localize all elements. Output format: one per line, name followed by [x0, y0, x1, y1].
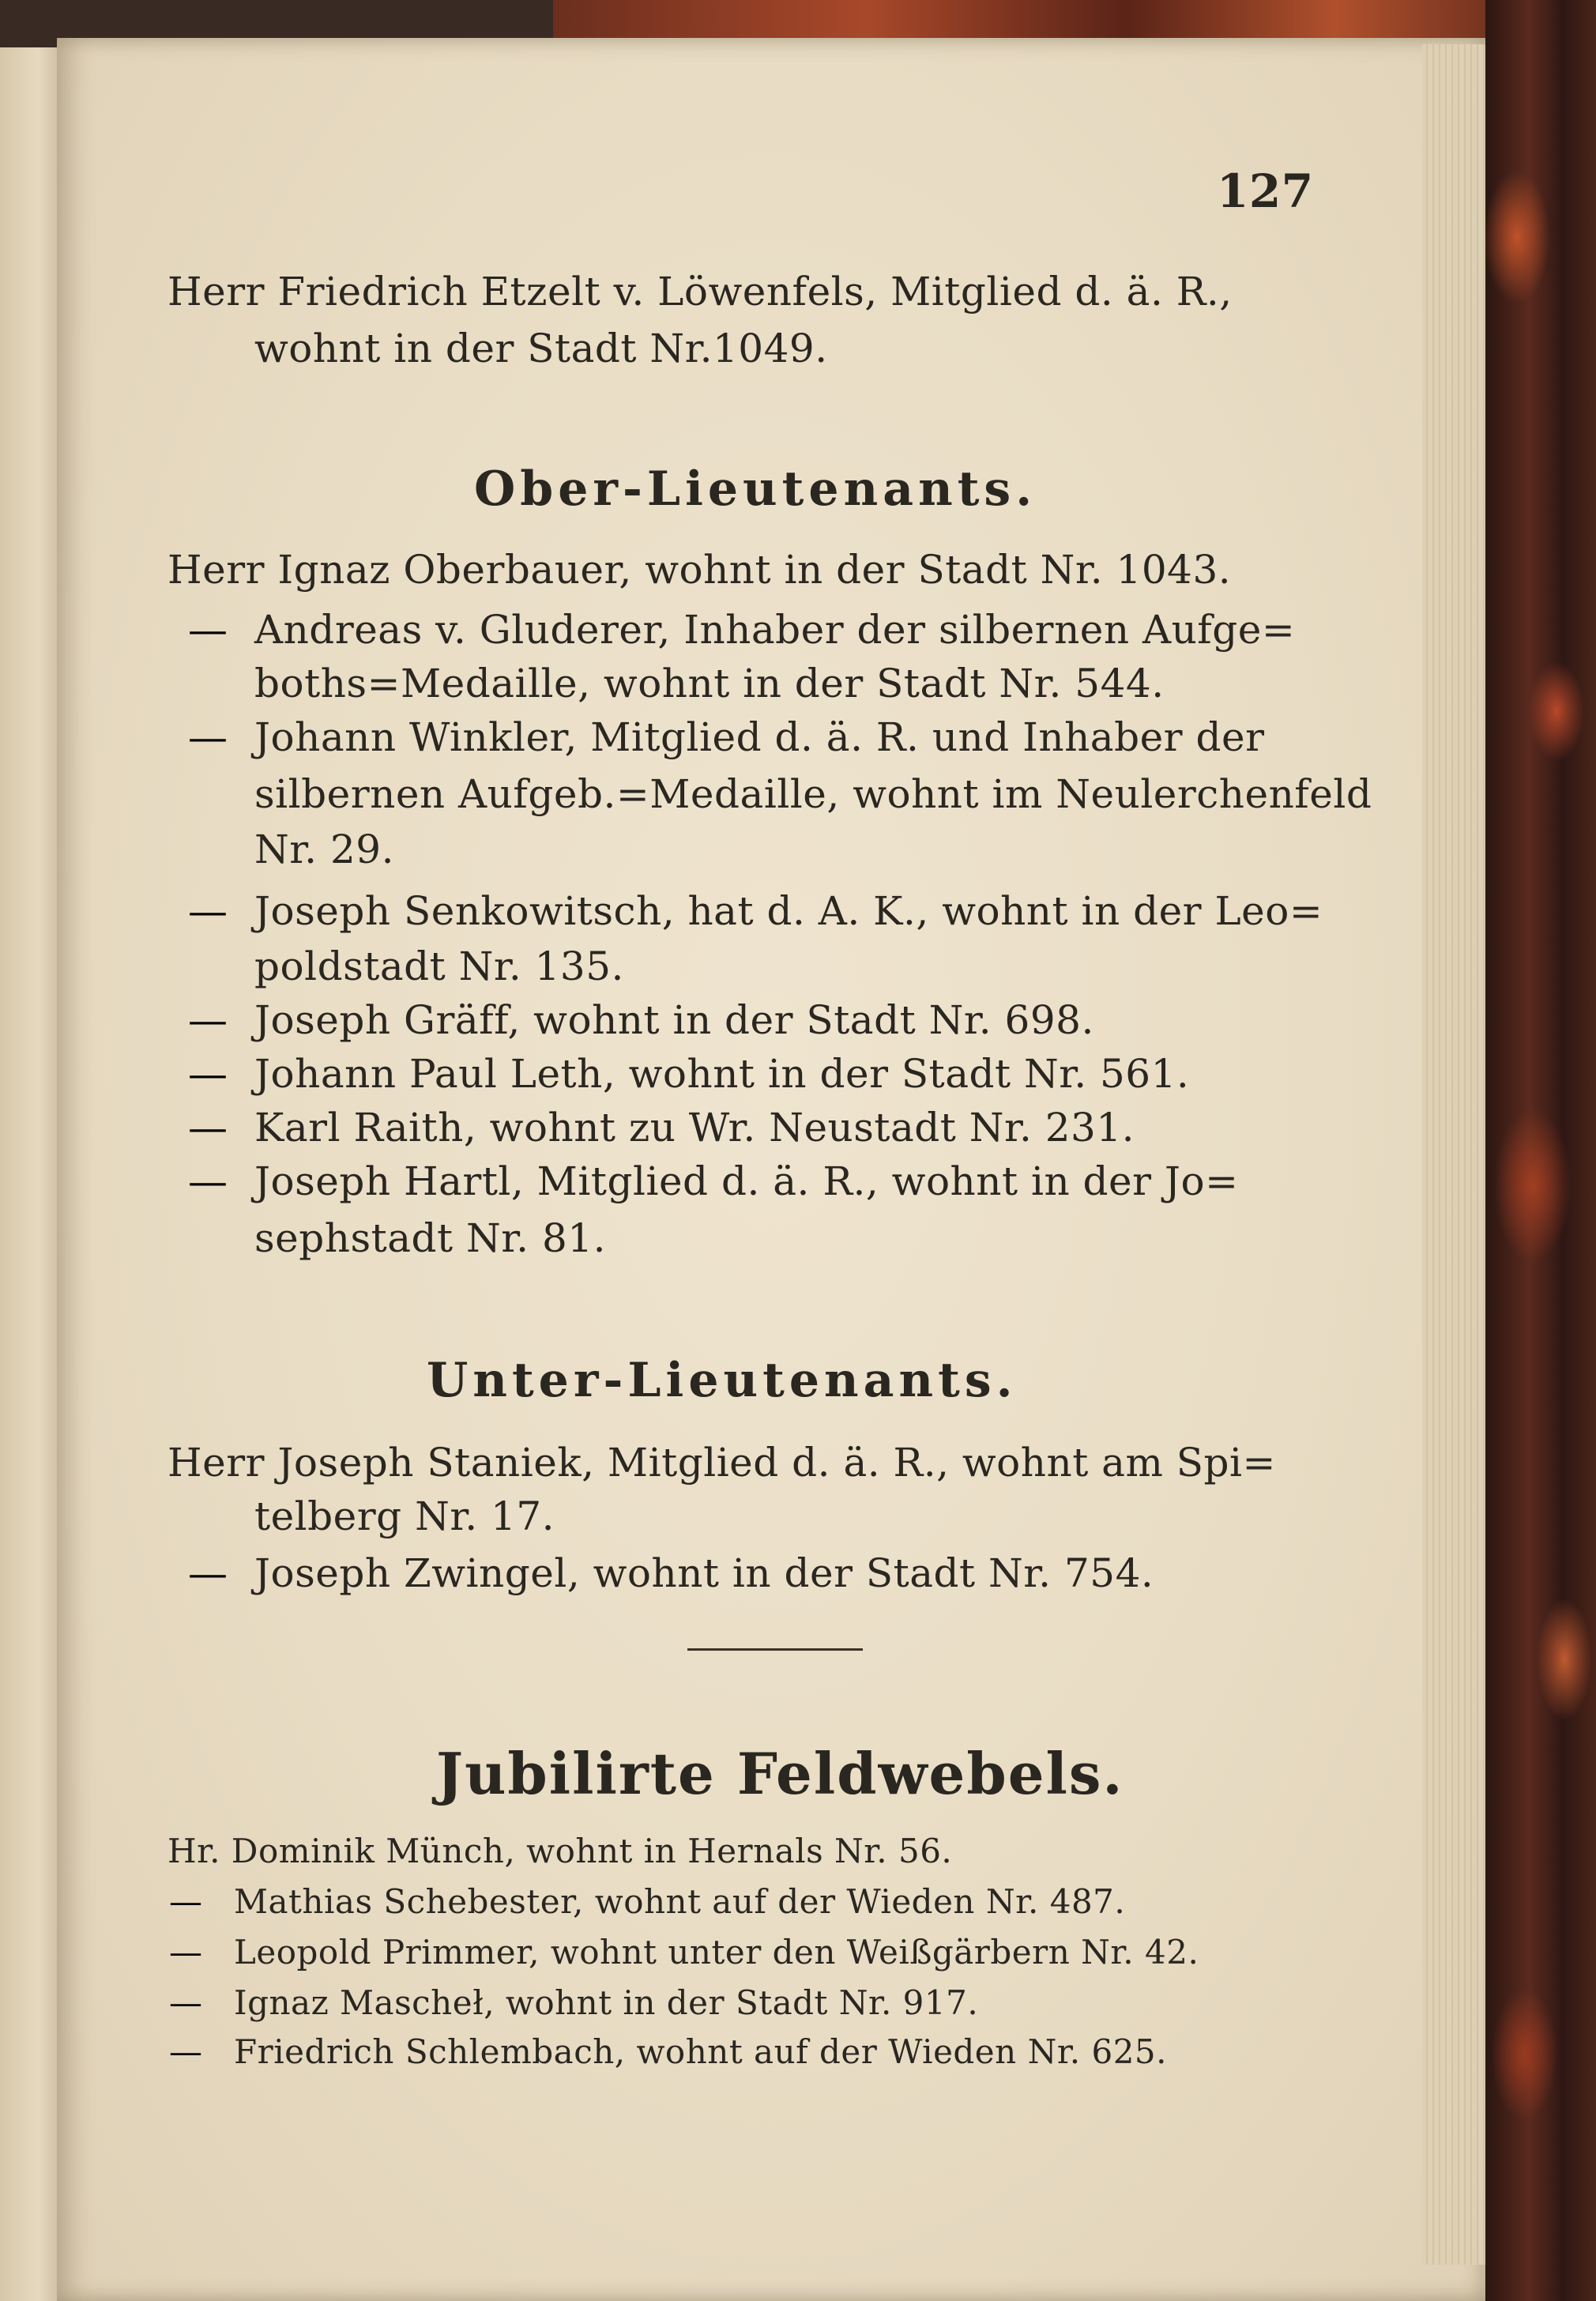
page-edges	[1422, 44, 1485, 2265]
ober-line-0: Herr Ignaz Oberbauer, wohnt in der Stadt Nr. 1043.	[168, 547, 1232, 593]
ober-line-4: silbernen Aufgeb.=Medaille, wohnt im Neulerchenfeld	[254, 771, 1372, 817]
ober-dash-10: —	[188, 1105, 228, 1150]
ober-dash-3: —	[188, 714, 228, 760]
ober-dash-8: —	[188, 997, 228, 1043]
ober-line-2: boths=Medaille, wohnt in der Stadt Nr. 544.	[254, 661, 1165, 706]
section-divider	[687, 1648, 863, 1651]
heading-ober-lieutenants: Ober-Lieutenants.	[474, 461, 1037, 517]
top-entry-line-2: wohnt in der Stadt Nr.1049.	[254, 326, 828, 371]
jubilirte-dash-2: —	[169, 1933, 202, 1971]
jubilirte-dash-4: —	[169, 2032, 202, 2071]
unter-line-1: telberg Nr. 17.	[254, 1493, 555, 1539]
ober-line-5: Nr. 29.	[254, 827, 394, 872]
ober-line-6: Joseph Senkowitsch, hat d. A. K., wohnt in der Leo=	[254, 888, 1323, 934]
ober-dash-6: —	[188, 888, 228, 934]
heading-unter-lieutenants: Unter-Lieutenants.	[427, 1353, 1018, 1408]
page-number: 127	[1217, 164, 1314, 218]
jubilirte-dash-1: —	[169, 1882, 202, 1921]
jubilirte-line-0: Hr. Dominik Münch, wohnt in Hernals Nr. 56.	[168, 1832, 953, 1870]
ober-dash-11: —	[188, 1158, 228, 1204]
heading-jubilirte-feldwebels: Jubilirte Feldwebels.	[436, 1740, 1124, 1807]
ober-line-9: Johann Paul Leth, wohnt in der Stadt Nr. 561.	[254, 1051, 1190, 1097]
ober-dash-9: —	[188, 1051, 228, 1097]
jubilirte-line-3: Ignaz Mascheł, wohnt in der Stadt Nr. 917.	[234, 1983, 979, 2022]
ober-dash-1: —	[188, 607, 228, 653]
unter-line-2: Joseph Zwingel, wohnt in der Stadt Nr. 754.	[254, 1550, 1154, 1596]
unter-dash-2: —	[188, 1550, 228, 1596]
ober-line-1: Andreas v. Gluderer, Inhaber der silbernen Aufge=	[254, 607, 1296, 653]
jubilirte-dash-3: —	[169, 1983, 202, 2022]
ober-line-7: poldstadt Nr. 135.	[254, 943, 624, 989]
jubilirte-line-2: Leopold Primmer, wohnt unter den Weißgärbern Nr. 42.	[234, 1933, 1199, 1971]
jubilirte-line-4: Friedrich Schlembach, wohnt auf der Wieden Nr. 625.	[234, 2032, 1167, 2071]
ober-line-10: Karl Raith, wohnt zu Wr. Neustadt Nr. 231.	[254, 1105, 1135, 1150]
ober-line-11: Joseph Hartl, Mitglied d. ä. R., wohnt in der Jo=	[254, 1158, 1239, 1204]
top-entry-line-1: Herr Friedrich Etzelt v. Löwenfels, Mitglied d. ä. R.,	[168, 269, 1233, 314]
left-page-edge	[0, 47, 63, 2301]
unter-line-0: Herr Joseph Staniek, Mitglied d. ä. R., wohnt am Spi=	[168, 1440, 1276, 1486]
ober-line-3: Johann Winkler, Mitglied d. ä. R. und Inhaber der	[254, 714, 1265, 760]
ober-line-8: Joseph Gräff, wohnt in der Stadt Nr. 698.	[254, 997, 1094, 1043]
book-cover-marbled	[1485, 0, 1596, 2301]
ober-line-12: sephstadt Nr. 81.	[254, 1215, 606, 1261]
jubilirte-line-1: Mathias Schebester, wohnt auf der Wieden Nr. 487.	[234, 1882, 1126, 1921]
